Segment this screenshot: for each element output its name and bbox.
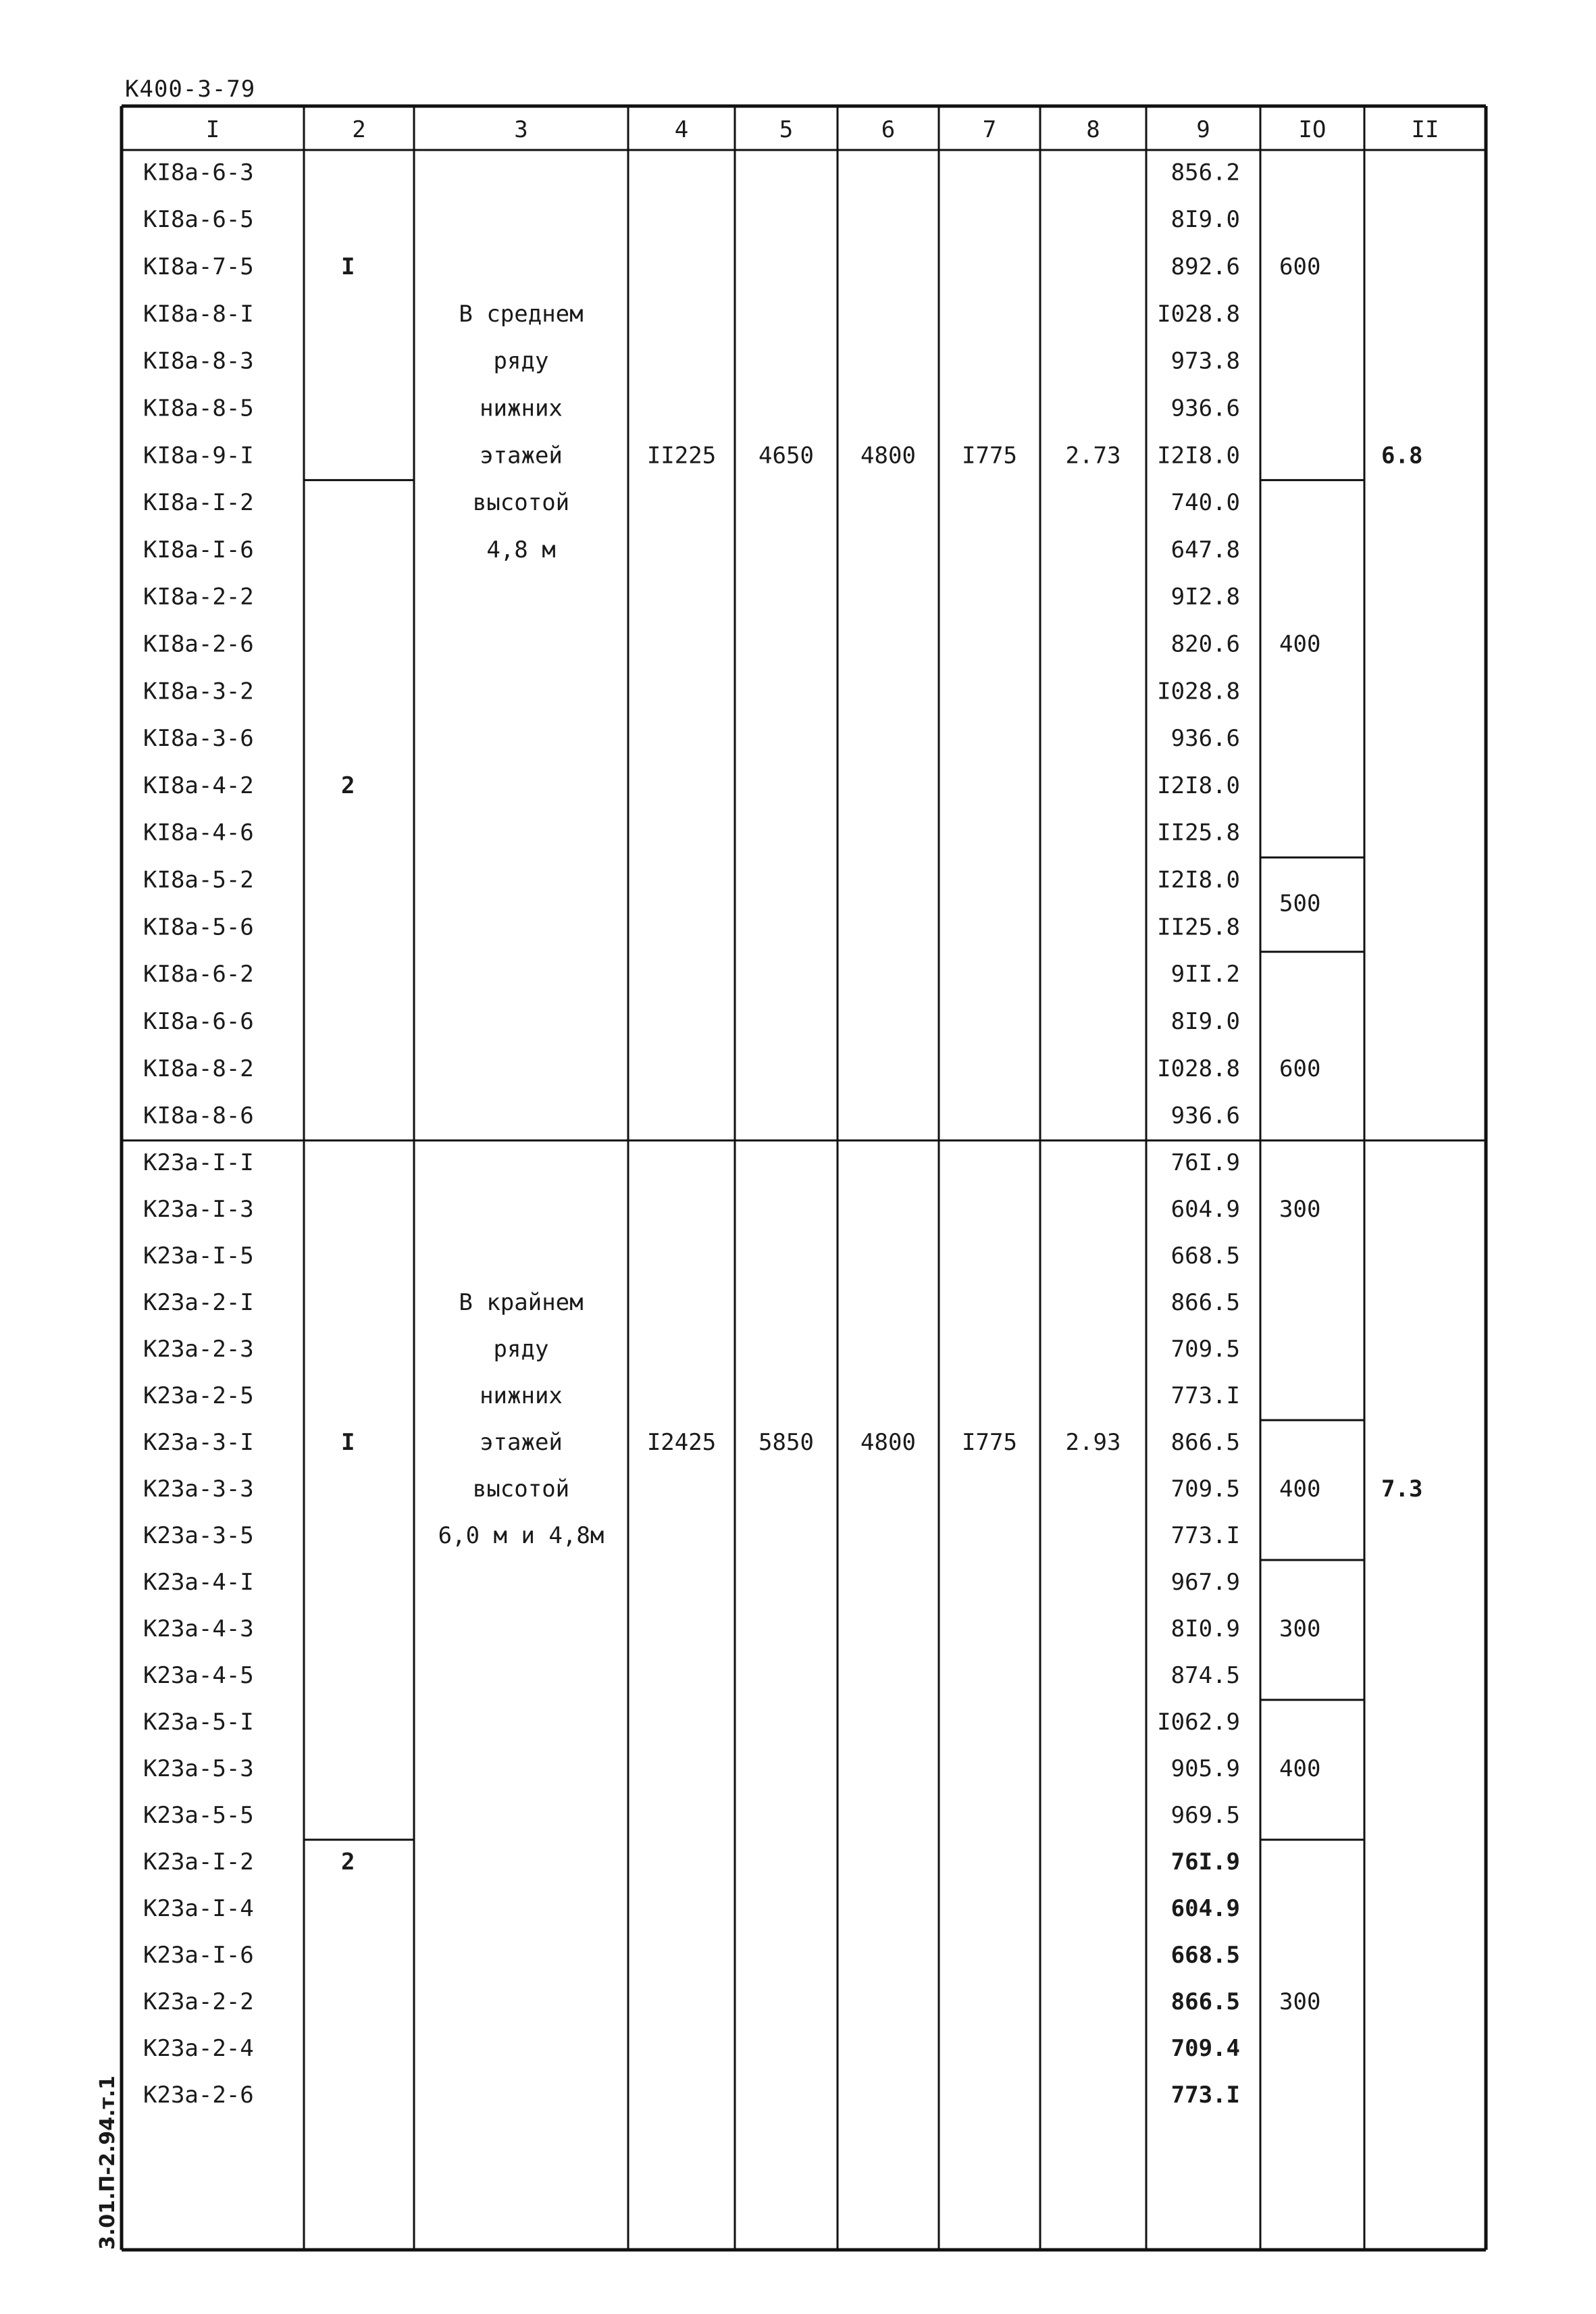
value-cell: I2I8.0 xyxy=(1157,772,1240,799)
value-cell: 709.4 xyxy=(1170,2035,1240,2062)
description-line: В крайнем xyxy=(459,1289,584,1316)
value-cell: 936.6 xyxy=(1170,725,1240,753)
mark-cell: КI8а-4-2 xyxy=(143,772,254,799)
value-cell: I028.8 xyxy=(1157,1055,1240,1082)
shared-value: 2.73 xyxy=(1065,442,1121,470)
column-header: 7 xyxy=(982,116,997,143)
group-number: 2 xyxy=(341,1848,355,1876)
mark-cell: К23а-5-I xyxy=(143,1709,254,1736)
mark-cell: КI8а-8-2 xyxy=(143,1055,254,1082)
value-cell: I2I8.0 xyxy=(1157,442,1240,470)
value-cell: 936.6 xyxy=(1170,395,1240,422)
side-document-code: 3.01.П-2.94.т.1 xyxy=(96,2075,120,2250)
mark-cell: КI8а-2-6 xyxy=(143,630,254,658)
value-cell: 8I9.0 xyxy=(1170,206,1240,234)
column-header: 2 xyxy=(352,116,366,143)
mark-cell: К23а-2-5 xyxy=(143,1382,254,1409)
description-line: 6,0 м и 4,8м xyxy=(438,1522,604,1549)
mark-cell: К23а-4-I xyxy=(143,1569,254,1596)
description-line: высотой xyxy=(472,489,570,517)
mark-cell: К23а-2-4 xyxy=(143,2035,254,2062)
mark-cell: К23а-I-4 xyxy=(143,1895,254,1922)
value-cell: 856.2 xyxy=(1170,159,1240,186)
shared-value: 2.93 xyxy=(1065,1429,1121,1456)
value-cell: 76I.9 xyxy=(1170,1149,1240,1176)
shared-value: I775 xyxy=(962,1429,1017,1456)
value-cell: 709.5 xyxy=(1170,1336,1240,1363)
column-header: I xyxy=(205,116,220,143)
mark-cell: К23а-5-3 xyxy=(143,1755,254,1782)
column-header: 6 xyxy=(881,116,896,143)
mark-cell: КI8а-3-2 xyxy=(143,678,254,705)
description-line: нижних xyxy=(480,1382,563,1409)
value-cell: 9II.2 xyxy=(1170,961,1240,988)
mark-cell: КI8а-6-5 xyxy=(143,206,254,234)
mark-cell: КI8а-2-2 xyxy=(143,583,254,611)
value-cell: 967.9 xyxy=(1170,1569,1240,1596)
mark-cell: К23а-5-5 xyxy=(143,1802,254,1829)
value-cell: 647.8 xyxy=(1170,536,1240,563)
description-line: В среднем xyxy=(459,300,584,328)
description-line: этажей xyxy=(480,1429,563,1456)
value-cell: 773.I xyxy=(1170,1382,1240,1409)
load-value: 500 xyxy=(1279,890,1321,917)
value-cell: 874.5 xyxy=(1170,1662,1240,1689)
mark-cell: КI8а-8-3 xyxy=(143,347,254,375)
mark-cell: КI8а-3-6 xyxy=(143,725,254,753)
group-number: I xyxy=(341,1429,355,1456)
mark-cell: К23а-2-3 xyxy=(143,1336,254,1363)
load-value: 300 xyxy=(1279,1988,1321,2015)
value-cell: 866.5 xyxy=(1170,1289,1240,1316)
mark-cell: К23а-I-I xyxy=(143,1149,254,1176)
mark-cell: КI8а-6-2 xyxy=(143,961,254,988)
mark-cell: К23а-2-I xyxy=(143,1289,254,1316)
description-line: высотой xyxy=(472,1476,570,1503)
mark-cell: К23а-4-3 xyxy=(143,1615,254,1642)
mark-cell: К23а-3-3 xyxy=(143,1476,254,1503)
mark-cell: КI8а-5-6 xyxy=(143,913,254,941)
mark-cell: КI8а-5-2 xyxy=(143,866,254,894)
mark-cell: КI8а-I-2 xyxy=(143,489,254,517)
mark-cell: КI8а-8-6 xyxy=(143,1102,254,1130)
load-value: 400 xyxy=(1279,1755,1321,1782)
value-cell: II25.8 xyxy=(1157,913,1240,941)
load-value: 300 xyxy=(1279,1615,1321,1642)
mark-cell: КI8а-6-3 xyxy=(143,159,254,186)
description-line: нижних xyxy=(480,395,563,422)
mark-cell: КI8а-9-I xyxy=(143,442,254,470)
column-header: 3 xyxy=(514,116,528,143)
value-cell: 820.6 xyxy=(1170,630,1240,658)
column-header: IO xyxy=(1298,116,1327,143)
mark-cell: КI8а-4-6 xyxy=(143,819,254,847)
load-value: 300 xyxy=(1279,1196,1321,1223)
mark-cell: КI8а-6-6 xyxy=(143,1007,254,1035)
mark-cell: К23а-I-3 xyxy=(143,1196,254,1223)
load-value: 600 xyxy=(1279,253,1321,281)
mark-cell: К23а-I-6 xyxy=(143,1942,254,1969)
mark-cell: КI8а-8-5 xyxy=(143,395,254,422)
description-line: ряду xyxy=(493,347,549,375)
value-cell: 973.8 xyxy=(1170,347,1240,375)
value-cell: 604.9 xyxy=(1170,1895,1240,1922)
mark-cell: К23а-3-I xyxy=(143,1429,254,1456)
document-code: К400-3-79 xyxy=(125,76,256,103)
mark-cell: К23а-I-2 xyxy=(143,1848,254,1876)
shared-value: II225 xyxy=(646,442,717,470)
total-value: 7.3 xyxy=(1381,1476,1423,1503)
column-header: 4 xyxy=(674,116,689,143)
mark-cell: К23а-4-5 xyxy=(143,1662,254,1689)
mark-cell: К23а-I-5 xyxy=(143,1242,254,1269)
value-cell: 668.5 xyxy=(1170,1242,1240,1269)
load-value: 600 xyxy=(1279,1055,1321,1082)
description-line: ряду xyxy=(493,1336,549,1363)
load-value: 400 xyxy=(1279,630,1321,658)
value-cell: 668.5 xyxy=(1170,1942,1240,1969)
value-cell: 9I2.8 xyxy=(1170,583,1240,611)
mark-cell: КI8а-8-I xyxy=(143,300,254,328)
description-line: этажей xyxy=(480,442,563,470)
value-cell: I2I8.0 xyxy=(1157,866,1240,894)
mark-cell: КI8а-I-6 xyxy=(143,536,254,563)
mark-cell: К23а-2-2 xyxy=(143,1988,254,2015)
column-header: 9 xyxy=(1196,116,1210,143)
mark-cell: КI8а-7-5 xyxy=(143,253,254,281)
value-cell: 773.I xyxy=(1170,2082,1240,2109)
group-number: I xyxy=(341,253,355,281)
value-cell: I028.8 xyxy=(1157,678,1240,705)
shared-value: 5850 xyxy=(758,1429,814,1456)
value-cell: 936.6 xyxy=(1170,1102,1240,1130)
column-header: II xyxy=(1411,116,1439,143)
total-value: 6.8 xyxy=(1381,442,1423,470)
shared-value: 4800 xyxy=(860,442,916,470)
column-header: 8 xyxy=(1086,116,1100,143)
value-cell: 905.9 xyxy=(1170,1755,1240,1782)
value-cell: 740.0 xyxy=(1170,489,1240,517)
value-cell: 773.I xyxy=(1170,1522,1240,1549)
value-cell: I028.8 xyxy=(1157,300,1240,328)
shared-value: I2425 xyxy=(646,1429,717,1456)
mark-cell: К23а-2-6 xyxy=(143,2082,254,2109)
value-cell: 604.9 xyxy=(1170,1196,1240,1223)
value-cell: I062.9 xyxy=(1157,1709,1240,1736)
shared-value: I775 xyxy=(962,442,1017,470)
value-cell: 969.5 xyxy=(1170,1802,1240,1829)
description-line: 4,8 м xyxy=(486,536,556,563)
value-cell: 709.5 xyxy=(1170,1476,1240,1503)
value-cell: 76I.9 xyxy=(1170,1848,1240,1876)
value-cell: 892.6 xyxy=(1170,253,1240,281)
group-number: 2 xyxy=(341,772,355,799)
value-cell: II25.8 xyxy=(1157,819,1240,847)
value-cell: 8I0.9 xyxy=(1170,1615,1240,1642)
load-value: 400 xyxy=(1279,1476,1321,1503)
column-header: 5 xyxy=(779,116,794,143)
shared-value: 4800 xyxy=(860,1429,916,1456)
value-cell: 8I9.0 xyxy=(1170,1007,1240,1035)
mark-cell: К23а-3-5 xyxy=(143,1522,254,1549)
value-cell: 866.5 xyxy=(1170,1988,1240,2015)
shared-value: 4650 xyxy=(758,442,814,470)
value-cell: 866.5 xyxy=(1170,1429,1240,1456)
